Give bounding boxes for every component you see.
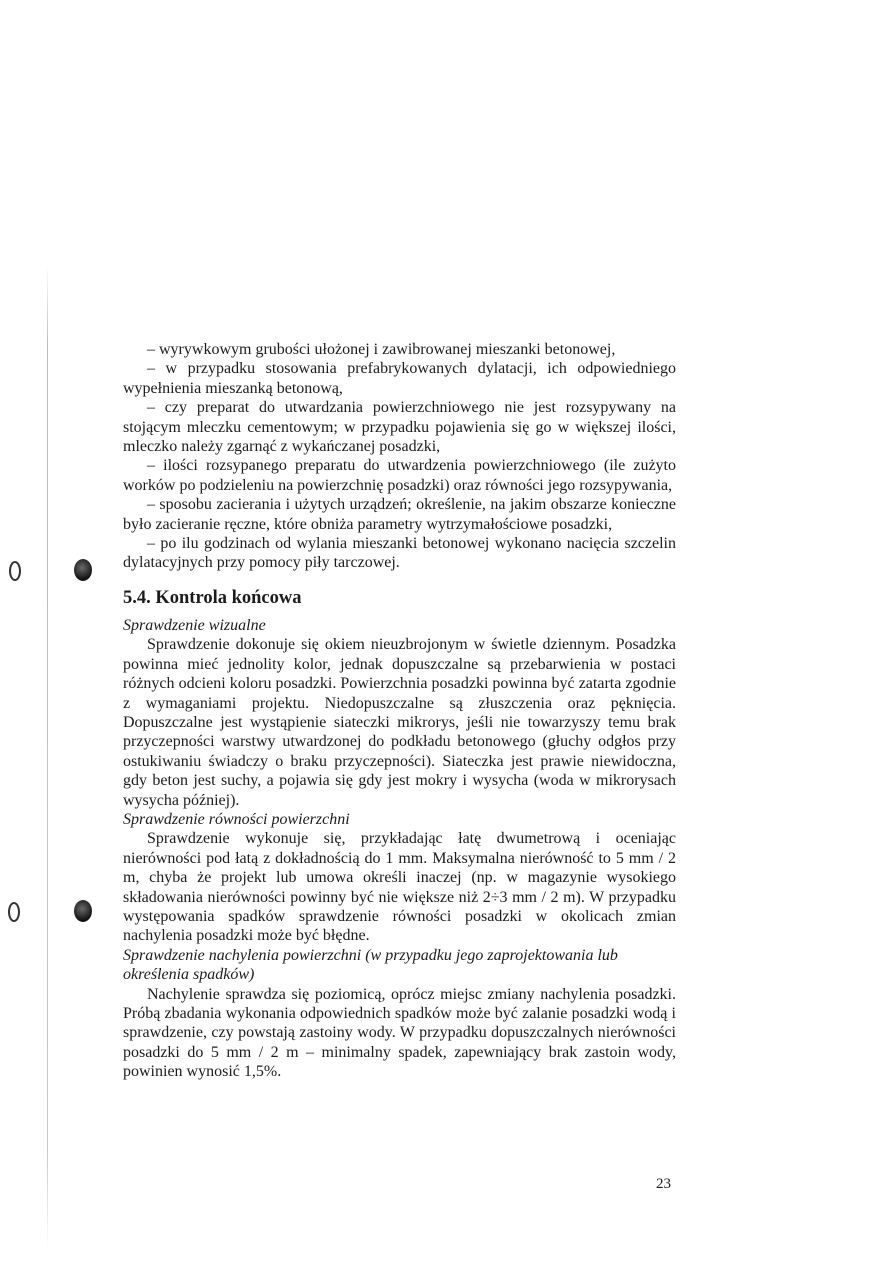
list-item: – w przypadku stosowania prefabrykowanych dylatacji, ich odpowiedniego wypełnienia mieszanką betonową, [123,360,676,397]
list-item: – po ilu godzinach od wylania mieszanki betonowej wykonano nacięcia szczelin dylatacyjnych przy pomocy piły tarczowej. [123,535,676,572]
punch-hole-edge [9,561,21,581]
page-number: 23 [656,1176,671,1192]
subheading-visual-check: Sprawdzenie wizualne [123,616,266,634]
paragraph-flatness-check: Sprawdzenie wykonuje się, przykładając łatę dwumetrową i oceniając nierówności pod łatą z dokładnością do 1 mm. Maksymalna nierówność to 5 mm / 2 m, chyba że projekt lub umowa określi inaczej (np. w magazynie wysokiego składowania nierówności powinny być nie większe niż 2÷3 mm / 2 m). W przypadku występowania spadków sprawdzenie równości posadzki w okolicach zmian nachylenia posadzki może być błędne. [123,830,676,945]
list-item: – czy preparat do utwardzania powierzchniowego nie jest rozsypywany na stojącym mleczku cementowym; w przypadku pojawienia się go w większej ilości, mleczko należy zgarnąć z wykańczanej posadzki, [123,399,676,456]
punch-hole [74,559,92,581]
binding-edge-line [47,265,48,1250]
paragraph-visual-check: Sprawdzenie dokonuje się okiem nieuzbrojonym w świetle dziennym. Posadzka powinna mieć jednolity kolor, jednak dopuszczalne są przebarwienia w postaci różnych odcieni koloru posadzki. Powierzchnia posadzki powinna być zatarta zgodnie z wymaganiami projektu. Niedopuszczalne są złuszczenia oraz pęknięcia. Dopuszczalne jest wystąpienie siateczki mikrorys, jeśli nie towarzyszy temu brak przyczepności warstwy utwardzonej do podkładu betonowego (głuchy odgłos przy ostukiwaniu świadczy o braku przyczepności). Siateczka jest prawie niewidoczna, gdy beton jest suchy, a pojawia się gdy jest mokry i wysycha (woda w mikrorysach wysycha później). [123,636,676,809]
punch-hole-edge [8,902,20,922]
list-item: – sposobu zacierania i użytych urządzeń; określenie, na jakim obszarze konieczne było zacieranie ręczne, które obniża parametry wytrzymałościowe posadzki, [123,496,676,533]
subheading-flatness-check: Sprawdzenie równości powierzchni [123,810,350,828]
list-item: – wyrywkowym grubości ułożonej i zawibrowanej mieszanki betonowej, [147,341,616,358]
subheading-slope-check: Sprawdzenie nachylenia powierzchni (w przypadku jego zaprojektowania lub określenia spadków) [123,946,618,984]
paragraph-slope-check: Nachylenie sprawdza się poziomicą, oprócz miejsc zmiany nachylenia posadzki. Próbą zbadania wykonania odpowiednich spadków może być zalanie posadzki wodą i sprawdzenie, czy powstają zastoiny wody. W przypadku dopuszczalnych nierówności posadzki do 5 mm / 2 m – minimalny spadek, zapewniający brak zastoin wody, powinien wynosić 1,5%. [123,985,676,1081]
page-content [123,340,676,1082]
list-item: – ilości rozsypanego preparatu do utwardzenia powierzchniowego (ile zużyto worków po podzieleniu na powierzchnię posadzki) oraz równości jego rozsypywania, [123,457,676,494]
section-heading: 5.4. Kontrola końcowa [123,587,302,608]
punch-hole [74,900,92,922]
